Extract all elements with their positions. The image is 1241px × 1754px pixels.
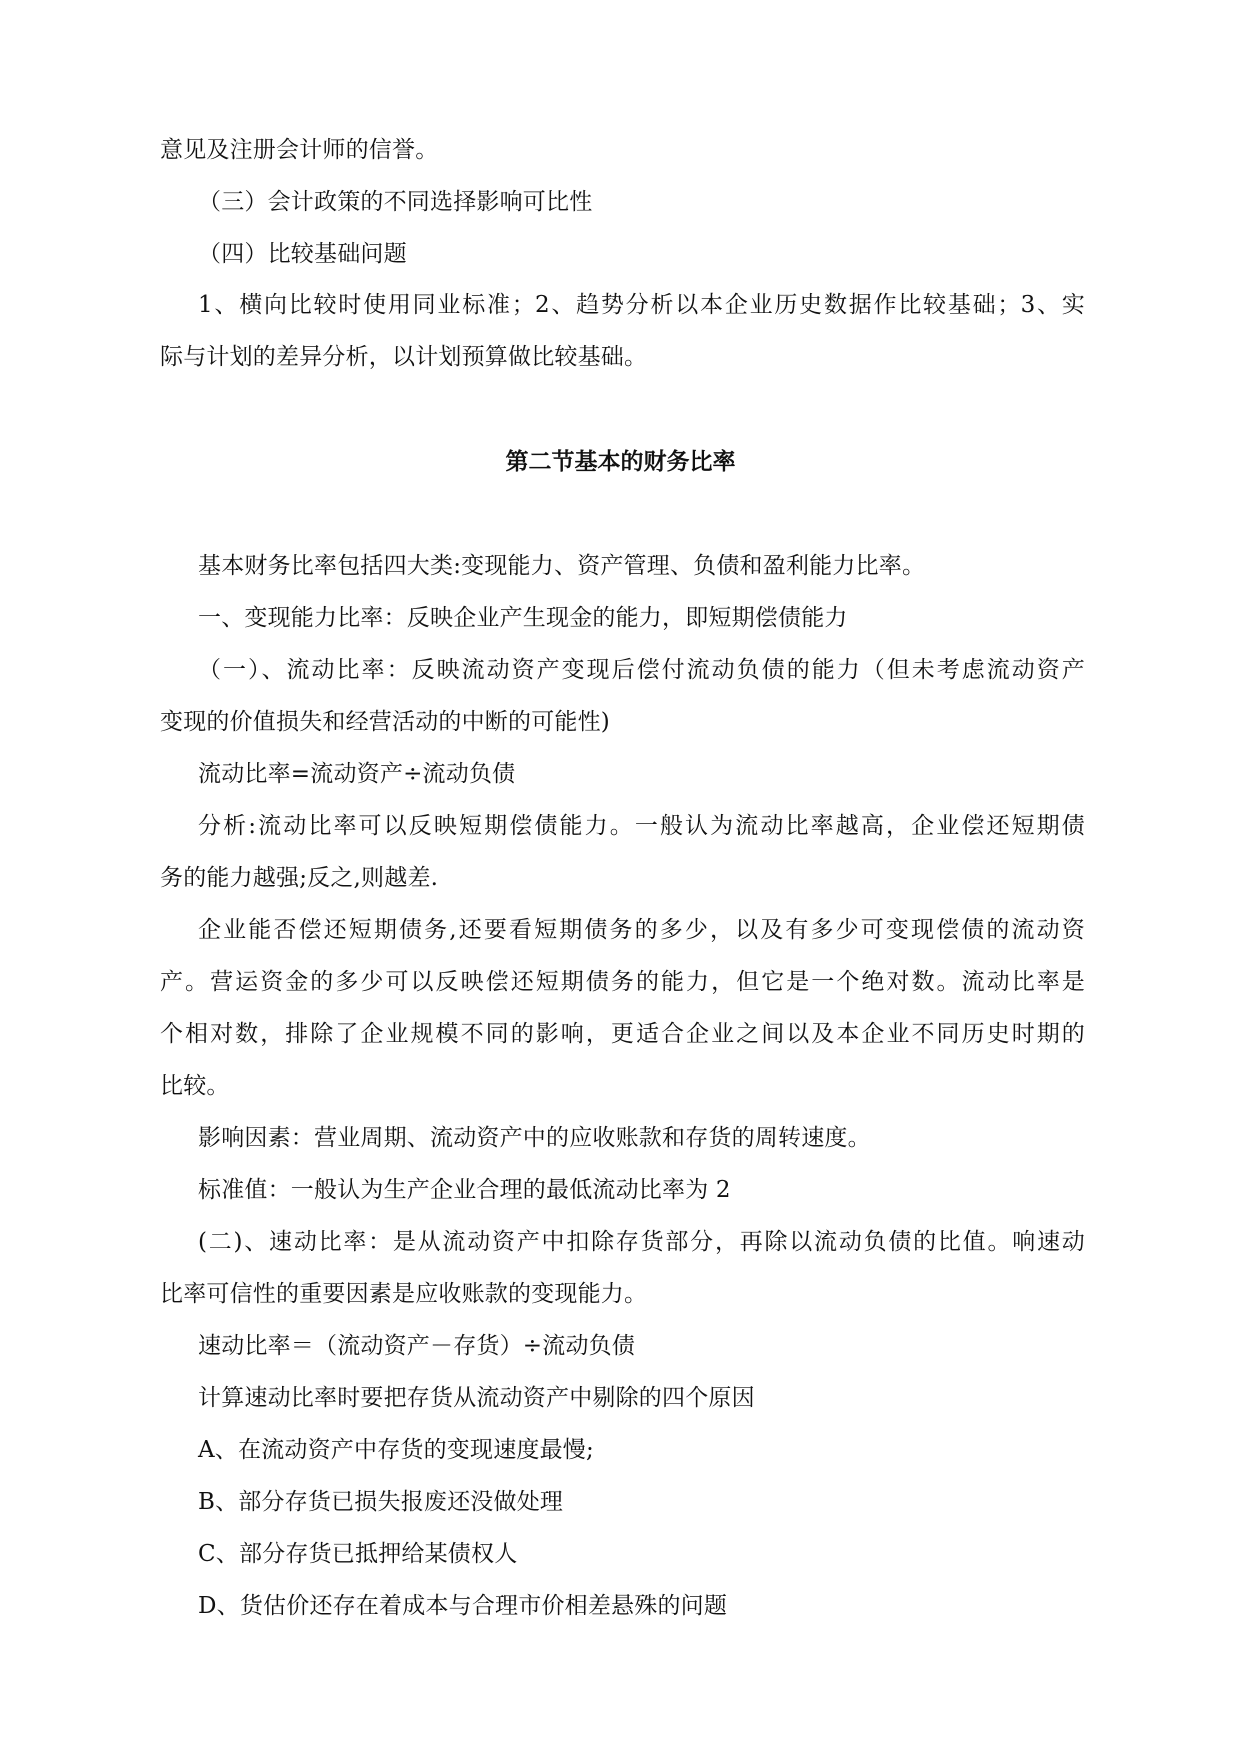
text-line: 影响因素：营业周期、流动资产中的应收账款和存货的周转速度。 bbox=[198, 1125, 871, 1151]
text-line: 标准值：一般认为生产企业合理的最低流动比率为 2 bbox=[198, 1177, 731, 1203]
formula-line: 速动比率＝（流动资产－存货）÷流动负债 bbox=[198, 1333, 636, 1359]
text-line: 计算速动比率时要把存货从流动资产中剔除的四个原因 bbox=[198, 1385, 755, 1411]
subsection-heading: （三）会计政策的不同选择影响可比性 bbox=[198, 189, 593, 215]
text-line: 比较。 bbox=[160, 1073, 230, 1099]
list-item: A、在流动资产中存货的变现速度最慢; bbox=[198, 1437, 594, 1463]
text-line: 意见及注册会计师的信誉。 bbox=[160, 137, 439, 163]
text-line: 分析:流动比率可以反映短期偿债能力。一般认为流动比率越高，企业偿还短期债 bbox=[198, 813, 1085, 839]
list-item: C、部分存货已抵押给某债权人 bbox=[198, 1541, 518, 1567]
text-line: （一）、流动比率：反映流动资产变现后偿付流动负债的能力（但未考虑流动资产 bbox=[198, 657, 1085, 683]
section-title: 第二节基本的财务比率 bbox=[505, 449, 736, 475]
text-line: 产。营运资金的多少可以反映偿还短期债务的能力，但它是一个绝对数。流动比率是 bbox=[160, 969, 1085, 995]
list-item: D、货估价还存在着成本与合理市价相差悬殊的问题 bbox=[198, 1593, 728, 1619]
text-line: (二)、速动比率：是从流动资产中扣除存货部分，再除以流动负债的比值。响速动 bbox=[198, 1229, 1085, 1255]
list-item: B、部分存货已损失报废还没做处理 bbox=[198, 1489, 564, 1515]
text-line: 个相对数，排除了企业规模不同的影响，更适合企业之间以及本企业不同历史时期的 bbox=[160, 1021, 1085, 1047]
text-line: 一、变现能力比率：反映企业产生现金的能力，即短期偿债能力 bbox=[198, 605, 848, 631]
formula-line: 流动比率=流动资产÷流动负债 bbox=[198, 761, 516, 787]
text-line: 1、横向比较时使用同业标准；2、趋势分析以本企业历史数据作比较基础；3、实 bbox=[198, 292, 1085, 318]
text-line: 企业能否偿还短期债务,还要看短期债务的多少，以及有多少可变现偿债的流动资 bbox=[198, 917, 1085, 943]
text-line: 基本财务比率包括四大类:变现能力、资产管理、负债和盈利能力比率。 bbox=[198, 553, 926, 579]
text-line: 比率可信性的重要因素是应收账款的变现能力。 bbox=[160, 1281, 648, 1307]
text-line: 际与计划的差异分析，以计划预算做比较基础。 bbox=[160, 344, 648, 370]
text-line: 变现的价值损失和经营活动的中断的可能性) bbox=[160, 709, 610, 735]
subsection-heading: （四）比较基础问题 bbox=[198, 241, 407, 267]
text-line: 务的能力越强;反之,则越差. bbox=[160, 865, 439, 891]
